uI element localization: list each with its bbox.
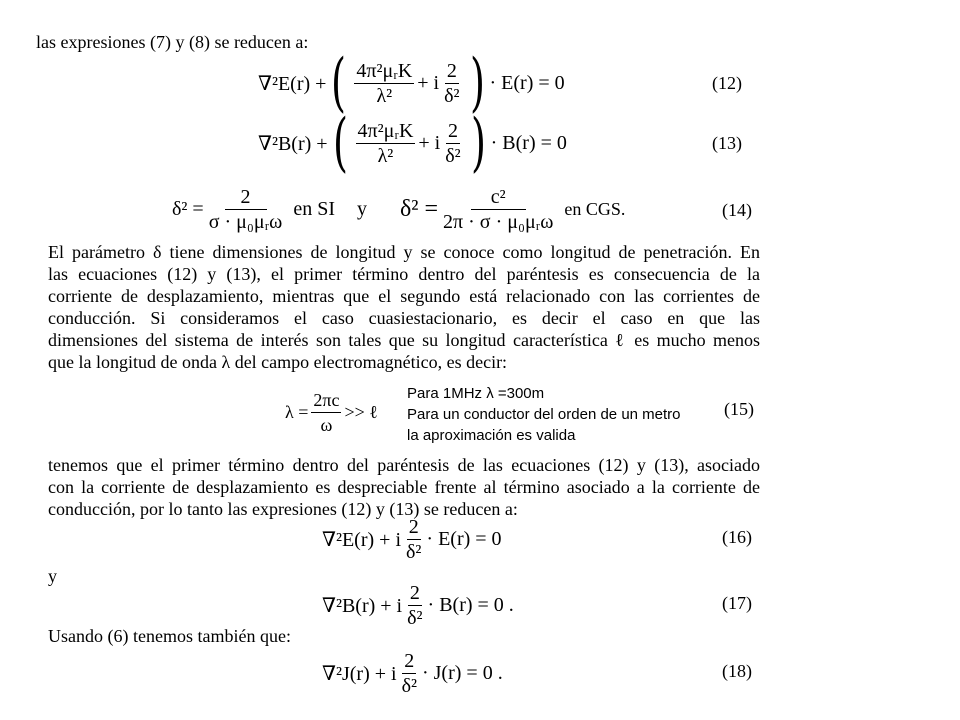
eq15-frac: $\frac{2\pi c}{\omega}$	[313, 389, 340, 435]
eq12-lhs: ∇²E(r) +	[258, 72, 327, 95]
eq14-frac-cgs: $\frac{\text{c²}}{\text{2π · σ · μ₀μᵣω}}$	[443, 185, 554, 233]
equation-14-si	[172, 184, 367, 234]
annotation-line: Para 1MHz λ =300m	[407, 385, 545, 402]
equation-17	[322, 580, 514, 630]
eq15-lhs: λ =	[285, 401, 309, 422]
eq12-frac1: $\frac{\text{4π²μᵣK}}{\text{λ²}}$	[356, 59, 413, 107]
eq17-lhs: ∇²B(r) + i	[322, 594, 403, 617]
equation-12	[258, 46, 565, 120]
eq16-lhs: ∇²E(r) + i	[322, 528, 401, 551]
eq12-frac2: $\frac{2}{\text{δ²}}$	[444, 59, 460, 107]
intro-line: las expresiones (7) y (8) se reducen a:	[36, 32, 309, 52]
eq13-frac1: $\frac{\text{4π²μᵣK}}{\text{λ²}}$	[357, 119, 414, 167]
left-paren-icon: (	[332, 106, 348, 180]
conjunction-y: y	[48, 566, 57, 586]
eq14-lhs-cgs: δ² =	[400, 195, 439, 222]
eq13-lhs: ∇²B(r) +	[258, 132, 328, 155]
paragraph-line: dimensiones del sistema de interés son tales que su longitud característica ℓ es mucho menos	[48, 330, 760, 350]
eq17-frac: $\frac{2}{\text{δ²}}$	[407, 581, 423, 629]
eq18-frac: $\frac{2}{\text{δ²}}$	[401, 649, 417, 697]
eq-number-16: (16)	[722, 527, 752, 547]
eq-number-12: (12)	[712, 73, 742, 93]
paragraph-line: corriente de desplazamiento, mientras que el segundo está relacionado con las corrientes de	[48, 286, 760, 306]
eq-number-18: (18)	[722, 661, 752, 681]
eq12-plus-i: + i	[417, 71, 440, 94]
eq-number-17: (17)	[722, 593, 752, 613]
eq12-rhs: · E(r) = 0	[489, 71, 565, 94]
annotation-note	[407, 383, 681, 446]
eq14-frac-si: $\frac{2}{\text{σ · μ₀μᵣω}}$	[208, 185, 283, 233]
eq13-frac2: $\frac{2}{\text{δ²}}$	[445, 119, 461, 167]
equation-18	[322, 648, 503, 698]
eq17-rhs: · B(r) = 0 .	[427, 593, 514, 616]
paragraph-line: tenemos que el primer término dentro del paréntesis de las ecuaciones (12) y (13), asociado	[48, 455, 760, 475]
paragraph-line: conducción, por lo tanto las expresiones (12) y (13) se reducen a:	[48, 499, 518, 519]
equation-15	[285, 386, 378, 438]
eq14-lhs-si: δ² =	[172, 197, 204, 220]
right-paren-icon: )	[469, 46, 485, 120]
eq15-rhs: >> ℓ	[344, 401, 378, 422]
eq-number-14: (14)	[722, 200, 752, 220]
paragraph-quasistationary	[48, 454, 760, 520]
left-paren-icon: (	[331, 46, 347, 120]
using-line: Usando (6) tenemos también que:	[48, 626, 291, 646]
equation-13	[258, 106, 567, 180]
eq13-rhs: · B(r) = 0	[490, 131, 567, 154]
eq14-unit-si: en SI	[293, 197, 335, 220]
paragraph-line: que la longitud de onda λ del campo electromagnético, es decir:	[48, 352, 508, 372]
equation-14-cgs	[400, 182, 625, 236]
paragraph-line: con la corriente de desplazamiento es despreciable frente al término asociado a la corriente de	[48, 477, 760, 497]
eq13-plus-i: + i	[418, 131, 441, 154]
eq16-rhs: · E(r) = 0	[426, 527, 502, 550]
eq14-unit-cgs: en CGS.	[564, 198, 626, 219]
paragraph-line: El parámetro δ tiene dimensiones de longitud y se conoce como longitud de penetración. En	[48, 242, 760, 262]
eq18-rhs: · J(r) = 0 .	[421, 661, 503, 684]
equation-16	[322, 514, 502, 564]
eq18-lhs: ∇²J(r) + i	[322, 662, 397, 685]
eq-number-15: (15)	[724, 399, 754, 419]
eq16-frac: $\frac{2}{\text{δ²}}$	[406, 515, 422, 563]
paragraph-line: conducción. Si consideramos el caso cuasiestacionario, es decir el caso en que las	[48, 308, 760, 328]
paragraph-line: las ecuaciones (12) y (13), el primer término dentro del paréntesis es consecuencia de la	[48, 264, 760, 284]
eq-number-13: (13)	[712, 133, 742, 153]
right-paren-icon: )	[470, 106, 486, 180]
annotation-line: Para un conductor del orden de un metro	[407, 406, 681, 423]
annotation-line: la aproximación es valida	[407, 427, 576, 444]
eq14-conjunction: y	[357, 197, 367, 220]
paragraph-penetration-length	[48, 241, 760, 373]
